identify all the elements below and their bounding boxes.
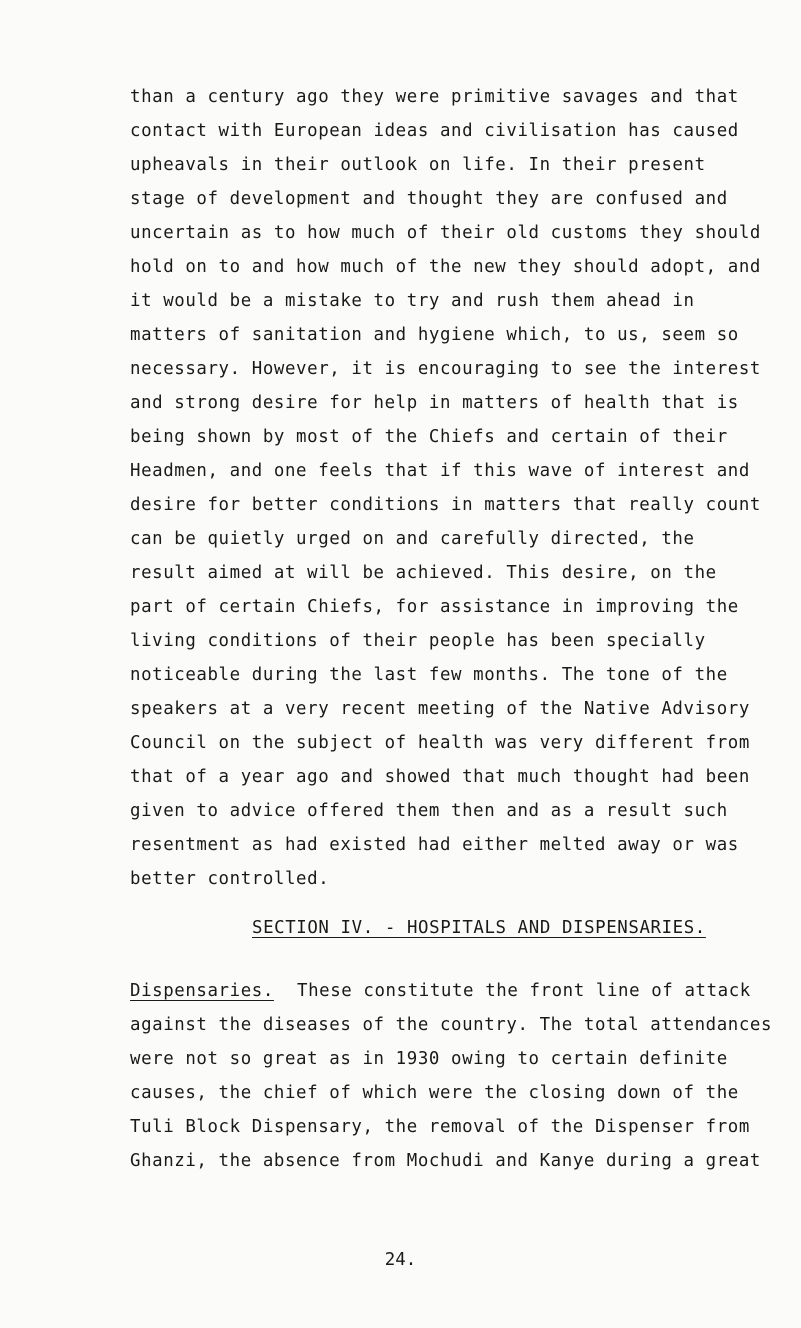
body-line: Headmen, and one feels that if this wave of interest and bbox=[130, 461, 750, 481]
section-heading-text: SECTION IV. - HOSPITALS AND DISPENSARIES. bbox=[252, 918, 706, 938]
dispensaries-first-line bbox=[130, 980, 751, 1002]
body-line: and strong desire for help in matters of health that is bbox=[130, 393, 739, 413]
body-line: Council on the subject of health was very different from bbox=[130, 733, 750, 753]
body-line: Ghanzi, the absence from Mochudi and Kanye during a great bbox=[130, 1151, 761, 1171]
body-line: noticeable during the last few months. The tone of the bbox=[130, 665, 728, 685]
body-line: against the diseases of the country. The total attendances bbox=[130, 1015, 773, 1035]
body-line: being shown by most of the Chiefs and certain of their bbox=[130, 427, 728, 447]
body-line: Tuli Block Dispensary, the removal of the Dispenser from bbox=[130, 1117, 750, 1137]
body-line: were not so great as in 1930 owing to certain definite bbox=[130, 1049, 728, 1069]
body-line: necessary. However, it is encouraging to see the interest bbox=[130, 359, 761, 379]
page-number: 24. bbox=[384, 1250, 417, 1270]
body-line: desire for better conditions in matters that really count bbox=[130, 495, 761, 515]
body-line: hold on to and how much of the new they should adopt, and bbox=[130, 257, 761, 277]
body-line: stage of development and thought they are confused and bbox=[130, 189, 728, 209]
body-line: speakers at a very recent meeting of the Native Advisory bbox=[130, 699, 750, 719]
body-line: resentment as had existed had either melted away or was bbox=[130, 835, 739, 855]
body-line: causes, the chief of which were the closing down of the bbox=[130, 1083, 739, 1103]
body-line: uncertain as to how much of their old customs they should bbox=[130, 223, 761, 243]
body-line: than a century ago they were primitive savages and that bbox=[130, 87, 739, 107]
body-line: given to advice offered them then and as a result such bbox=[130, 801, 728, 821]
dispensaries-first-line-text: These constitute the front line of attack bbox=[297, 981, 751, 1001]
body-line: contact with European ideas and civilisation has caused bbox=[130, 121, 739, 141]
body-line: matters of sanitation and hygiene which, to us, seem so bbox=[130, 325, 739, 345]
body-line: can be quietly urged on and carefully directed, the bbox=[130, 529, 695, 549]
dispensaries-label: Dispensaries. bbox=[130, 981, 274, 1001]
body-line: result aimed at will be achieved. This desire, on the bbox=[130, 563, 717, 583]
section-heading bbox=[252, 917, 706, 939]
body-line: better controlled. bbox=[130, 869, 330, 889]
body-line: it would be a mistake to try and rush them ahead in bbox=[130, 291, 695, 311]
body-line: upheavals in their outlook on life. In their present bbox=[130, 155, 706, 175]
body-line: living conditions of their people has been specially bbox=[130, 631, 706, 651]
body-line: that of a year ago and showed that much thought had been bbox=[130, 767, 750, 787]
body-line: part of certain Chiefs, for assistance in improving the bbox=[130, 597, 739, 617]
